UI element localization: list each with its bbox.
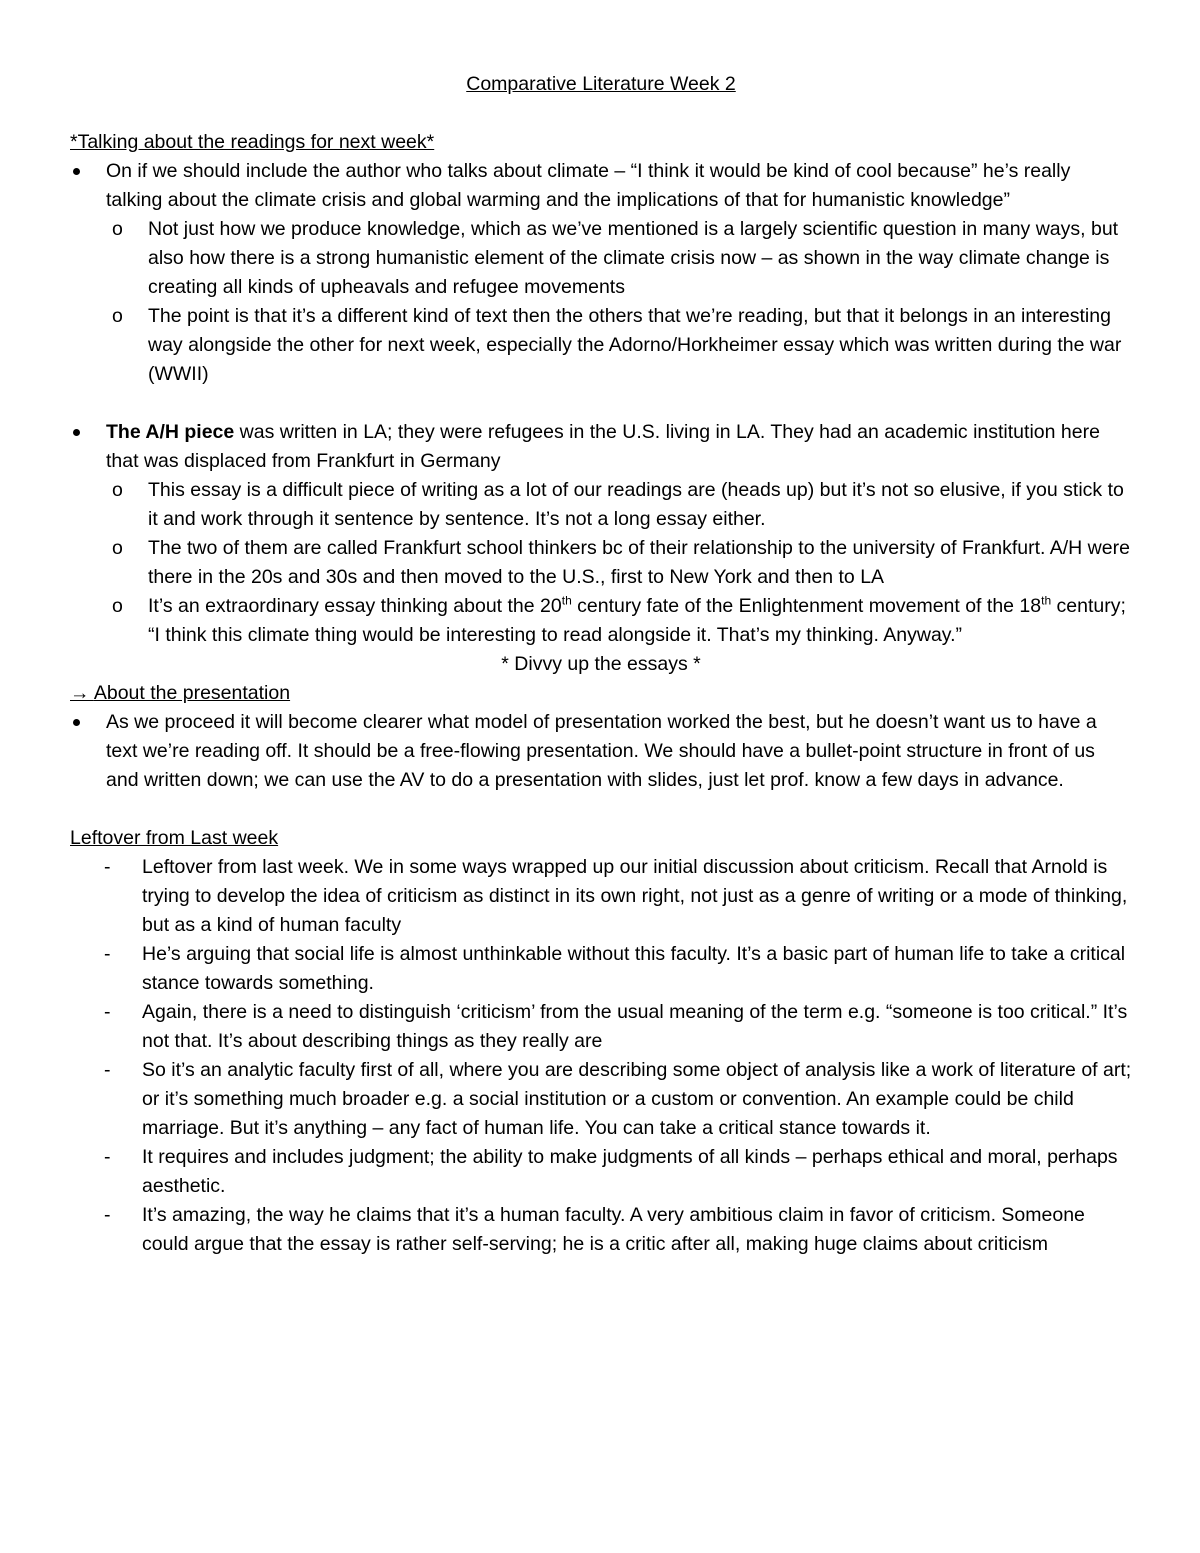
list-item xyxy=(70,940,1132,998)
spacer xyxy=(70,389,1132,418)
divvy-note: * Divvy up the essays * xyxy=(501,653,701,675)
dash-icon: - xyxy=(104,1059,111,1081)
dash-icon: - xyxy=(104,1204,111,1226)
spacer xyxy=(70,795,1132,824)
heading-text: About the presentation xyxy=(93,682,291,704)
list-item xyxy=(70,1143,1132,1201)
bullet-icon xyxy=(73,168,80,175)
list-item xyxy=(70,708,1132,795)
circle-bullet-icon: o xyxy=(112,218,123,240)
list-item xyxy=(70,998,1132,1056)
leftover-dash-list xyxy=(70,853,1132,1259)
sub-list-item xyxy=(106,592,1132,650)
superscript: th xyxy=(561,593,572,608)
sub-list-item xyxy=(106,476,1132,534)
list-item xyxy=(70,1056,1132,1143)
circle-bullet-icon: o xyxy=(112,479,123,501)
bullet-text: was written in LA; they were refugees in the U.S. living in LA. They had an academic institution here that was displaced from Frankfurt in Germany xyxy=(106,421,1100,472)
presentation-bullet-list xyxy=(70,708,1132,795)
readings-bullet-list xyxy=(70,157,1132,389)
circle-bullet-icon: o xyxy=(112,305,123,327)
list-item xyxy=(70,1201,1132,1259)
sub-item-text: The point is that it’s a different kind of text then the others that we’re reading, but that it belongs in an interesting way alongside the other for next week, especially the Adorno/Horkheimer essay which was written during the war (WWII) xyxy=(148,305,1122,385)
list-item xyxy=(70,157,1132,389)
ah-piece-bullet-list xyxy=(70,418,1132,650)
arrow-right-icon: → xyxy=(70,682,90,704)
dash-item-text: Leftover from last week. We in some ways wrapped up our initial discussion about criticism. Recall that Arnold is trying to develop the idea of criticism as distinct in its own right, not just as a genre of writing or a mode of thinking, but as a kind of human faculty xyxy=(142,856,1128,936)
sub-item-text: Not just how we produce knowledge, which as we’ve mentioned is a largely scientific question in many ways, but also how there is a strong humanistic element of the climate crisis now – as shown in the way climate change is creating all kinds of upheavals and refugee movements xyxy=(148,218,1119,298)
dash-icon: - xyxy=(104,856,111,878)
sub-item-text: This essay is a difficult piece of writing as a lot of our readings are (heads up) but it’s not so elusive, if you stick to it and work through it sentence by sentence. It’s not a long essay either. xyxy=(148,479,1124,530)
section-readings-heading: *Talking about the readings for next week* xyxy=(70,131,435,153)
section-presentation-heading xyxy=(70,679,1132,708)
bullet-text: On if we should include the author who talks about climate – “I think it would be kind of cool because” he’s really talking about the climate crisis and global warming and the implications of that for humanistic knowledge” xyxy=(106,160,1071,211)
dash-icon: - xyxy=(104,1146,111,1168)
sub-list xyxy=(106,215,1132,389)
sub-list-item xyxy=(106,302,1132,389)
circle-bullet-icon: o xyxy=(112,537,123,559)
document-title: Comparative Literature Week 2 xyxy=(466,73,736,95)
sub-list-item xyxy=(106,215,1132,302)
sub-item-text-part: century; “I think this climate thing would be interesting to read alongside it. That’s my thinking. Anyway.” xyxy=(148,595,1126,646)
document-page xyxy=(70,70,1132,1259)
bullet-bold-lead: The A/H piece xyxy=(106,421,235,443)
list-item xyxy=(70,853,1132,940)
list-item xyxy=(70,418,1132,650)
bullet-icon xyxy=(73,719,80,726)
dash-icon: - xyxy=(104,943,111,965)
dash-item-text: It requires and includes judgment; the ability to make judgments of all kinds – perhaps ethical and moral, perhaps aesthetic. xyxy=(142,1146,1118,1197)
sub-item-text-part: century fate of the Enlightenment movement of the 18 xyxy=(571,595,1042,617)
dash-icon: - xyxy=(104,1001,111,1023)
section-leftover-heading: Leftover from Last week xyxy=(70,827,279,849)
dash-item-text: He’s arguing that social life is almost unthinkable without this faculty. It’s a basic part of human life to take a critical stance towards something. xyxy=(142,943,1126,994)
sub-item-text-part: It’s an extraordinary essay thinking about the 20 xyxy=(148,595,562,617)
sub-item-text: The two of them are called Frankfurt school thinkers bc of their relationship to the university of Frankfurt. A/H were there in the 20s and 30s and then moved to the U.S., first to New York and then to LA xyxy=(148,537,1130,588)
sub-list-item xyxy=(106,534,1132,592)
bullet-icon xyxy=(73,429,80,436)
dash-item-text: So it’s an analytic faculty first of all, where you are describing some object of analysis like a work of literature of art; or it’s something much broader e.g. a social institution or a custom or convention. An example could be child marriage. But it’s anything – any fact of human life. You can take a critical stance towards it. xyxy=(142,1059,1132,1139)
circle-bullet-icon: o xyxy=(112,595,123,617)
bullet-text: As we proceed it will become clearer what model of presentation worked the best, but he doesn’t want us to have a text we’re reading off. It should be a free-flowing presentation. We should have a bullet-point structure in front of us and written down; we can use the AV to do a presentation with slides, just let prof. know a few days in advance. xyxy=(106,711,1097,791)
superscript: th xyxy=(1041,593,1052,608)
dash-item-text: Again, there is a need to distinguish ‘criticism’ from the usual meaning of the term e.g. “someone is too critical.” It’s not that. It’s about describing things as they really are xyxy=(142,1001,1128,1052)
sub-list xyxy=(106,476,1132,650)
dash-item-text: It’s amazing, the way he claims that it’s a human faculty. A very ambitious claim in favor of criticism. Someone could argue that the essay is rather self-serving; he is a critic after all, making huge claims about criticism xyxy=(142,1204,1085,1255)
